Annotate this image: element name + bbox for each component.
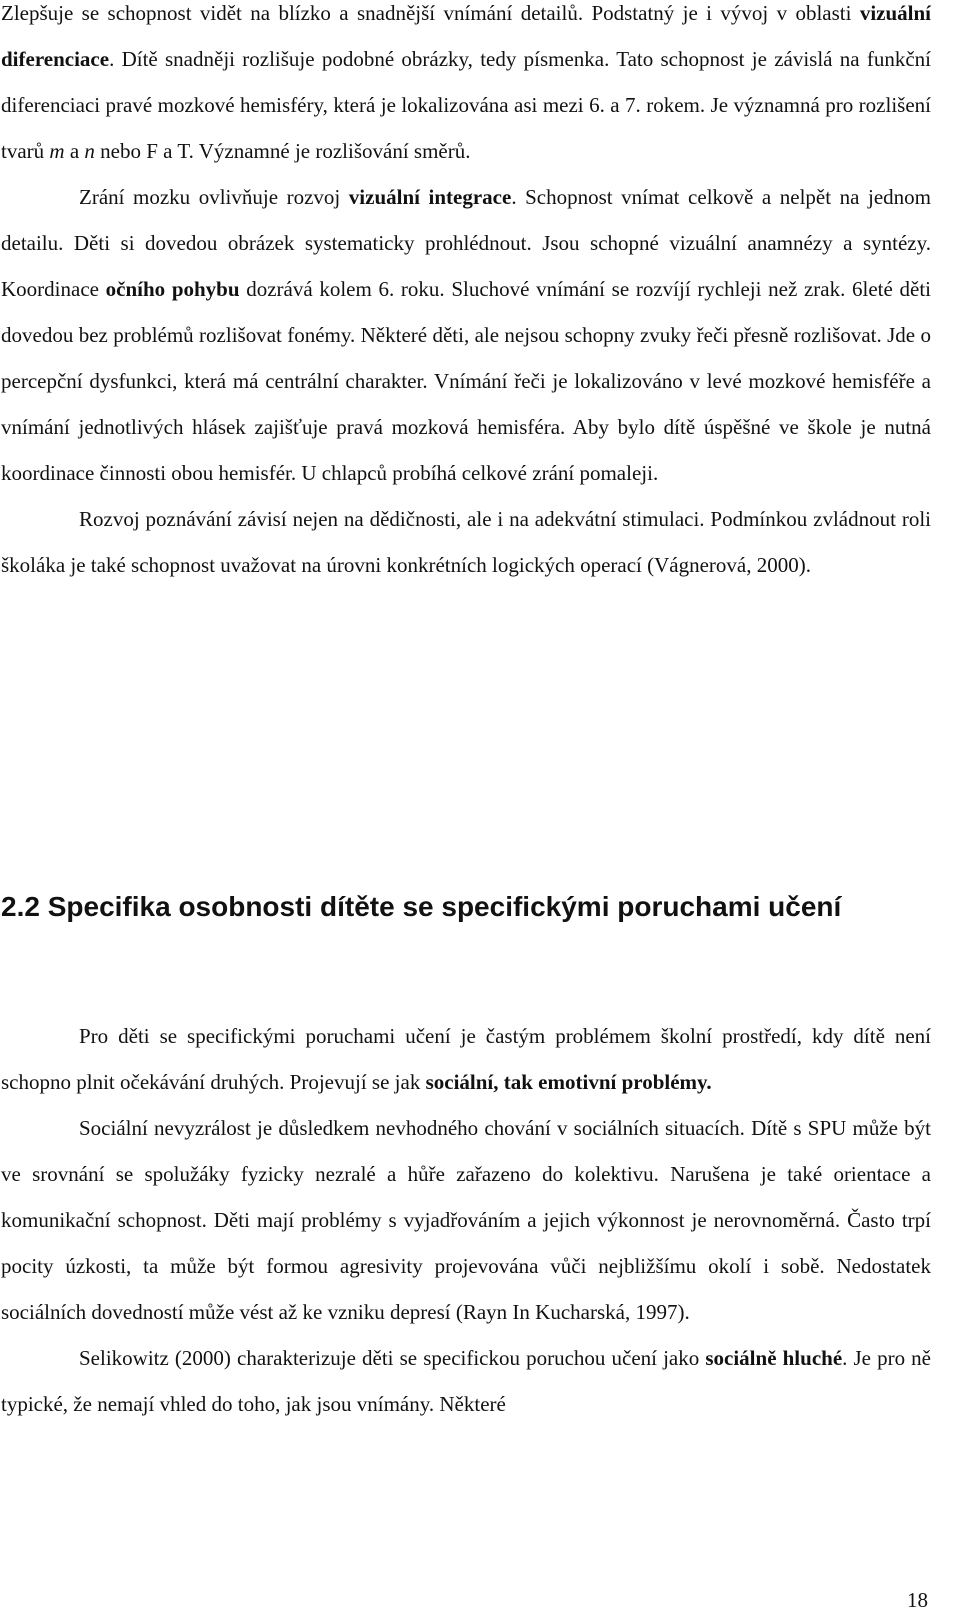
italic-term: n: [84, 139, 95, 163]
text-run: Rozvoj poznávání závisí nejen na dědičnosti, ale i na adekvátní stimulaci. Podmínkou zvládnout roli školáka je také schopnost uvažovat na úrovni konkrétních logických operací (Vágnerová, 2000).: [1, 507, 931, 577]
page-number: 18: [907, 1588, 928, 1612]
body-section-2: [1, 1013, 931, 1427]
section-title: Specifika osobnosti dítěte se specifickými poruchami učení: [47, 891, 842, 923]
bold-term: vizuální diferenciace: [1, 1, 931, 71]
paragraph: [1, 1105, 931, 1335]
bold-term: očního pohybu: [105, 277, 240, 301]
text-run: Sociální nevyzrálost je důsledkem nevhodného chování v sociálních situacích. Dítě s SPU může být ve srovnání se spolužáky fyzicky nezralé a hůře zařazeno do kolektivu. Narušena je také orientace a komunikační schopnost. Děti mají problémy s vyjadřováním a jejich výkonnost je nerovnoměrná. Často trpí pocity úzkosti, ta může být formou agresivity projevována vůči nejbližšímu okolí i sobě. Nedostatek sociálních dovedností může vést až ke vzniku depresí (Rayn In Kucharská, 1997).: [1, 1116, 931, 1324]
text-run: Pro děti se specifickými poruchami učení je častým problémem školní prostředí, kdy dítě není schopno plnit očekávání druhých. Projevují se jak: [1, 1024, 931, 1094]
paragraph: [1, 1335, 931, 1427]
text-run: a: [64, 139, 85, 163]
text-run: nebo F a T. Významné je rozlišování směrů.: [94, 139, 471, 163]
text-run: dozrává kolem 6. roku. Sluchové vnímání se rozvíjí rychleji než zrak. 6leté děti dovedou bez problémů rozlišovat fonémy. Některé děti, ale nejsou schopny zvuky řeči přesně rozlišovat. Jde o percepční dysfunkci, která má centrální charakter. Vnímání řeči je lokalizováno v levé mozkové hemisféře a vnímání jednotlivých hlásek zajišťuje pravá mozková hemisféra. Aby bylo dítě úspěšné ve škole je nutná koordinace činnosti obou hemisfér. U chlapců probíhá celkové zrání pomaleji.: [1, 277, 931, 485]
paragraph: [1, 1013, 931, 1105]
text-run: Selikowitz (2000) charakterizuje děti se specifickou poruchou učení jako: [79, 1346, 706, 1370]
text-run: . Je pro ně typické, že nemají vhled do toho, jak jsou vnímány. Některé: [1, 1346, 931, 1416]
italic-term: m: [49, 139, 65, 163]
bold-term: vizuální integrace: [348, 185, 512, 209]
bold-term: sociální, tak emotivní problémy.: [425, 1070, 712, 1094]
text-run: . Dítě snadněji rozlišuje podobné obrázky, tedy písmenka. Tato schopnost je závislá na funkční diferenciaci pravé mozkové hemisféry, která je lokalizována asi mezi 6. a 7. rokem. Je významná pro rozlišení tvarů: [1, 47, 931, 163]
section-heading: [1, 889, 931, 925]
paragraph: [1, 0, 931, 174]
bold-term: sociálně hluché: [705, 1346, 843, 1370]
text-run: Zlepšuje se schopnost vidět na blízko a snadnější vnímání detailů. Podstatný je i vývoj v oblasti: [1, 1, 860, 25]
paragraph: [1, 174, 931, 496]
text-run: . Schopnost vnímat celkově a nelpět na jednom detailu. Děti si dovedou obrázek systematicky prohlédnout. Jsou schopné vizuální anamnézy a syntézy. Koordinace: [1, 185, 931, 301]
section-number: 2.2: [1, 891, 40, 923]
text-run: Zrání mozku ovlivňuje rozvoj: [79, 185, 349, 209]
body-section-1: [1, 0, 931, 588]
paragraph: [1, 496, 931, 588]
